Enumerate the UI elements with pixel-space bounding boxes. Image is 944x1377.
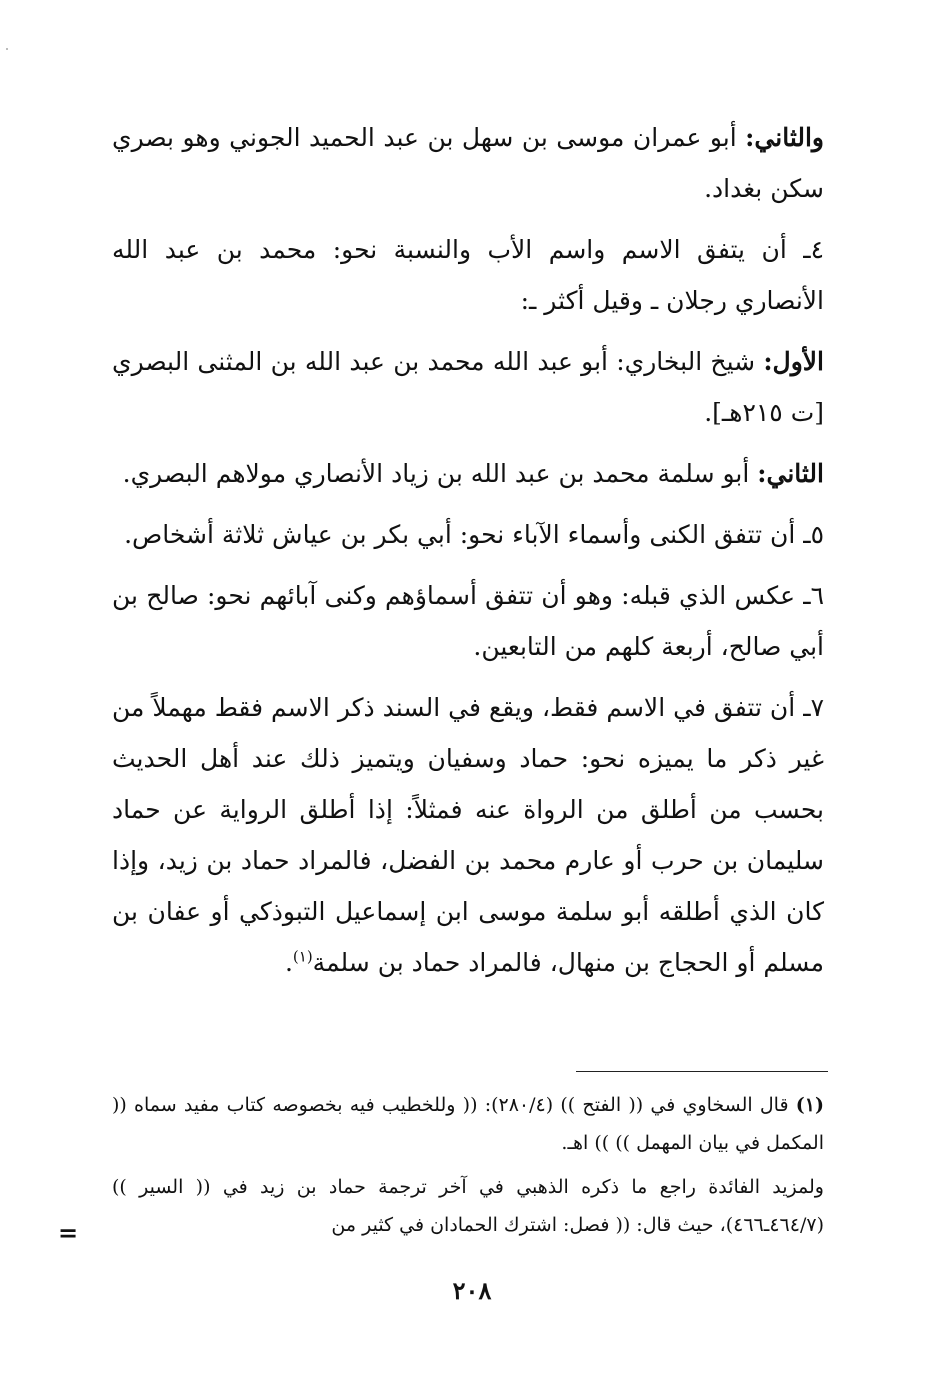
footnote-number: (١) — [795, 1094, 824, 1116]
page-number: ٢٠٨ — [452, 1276, 492, 1305]
footnote-reference[interactable]: (١) — [292, 947, 313, 966]
paragraph-text: أبو عمران موسى بن سهل بن عبد الحميد الجوني وهو بصري سكن بغداد. — [112, 123, 824, 203]
paragraph-text: شيخ البخاري: أبو عبد الله محمد بن عبد الله بن المثنى البصري [ت ٢١٥هـ]. — [112, 347, 824, 427]
paragraph-label: الثاني: — [757, 459, 824, 488]
footnote-continuation — [112, 1168, 824, 1244]
paragraph-label: الأول: — [763, 347, 824, 376]
footnote-1 — [112, 1086, 824, 1162]
main-text — [112, 112, 824, 998]
paragraph-second-narrator-2 — [112, 448, 824, 499]
paragraph-text: ٧ـ أن تتفق في الاسم فقط، ويقع في السند ذكر الاسم فقط مهملاً من غير ذكر ما يميزه نحو: حماد وسفيان ويتميز ذلك عند أهل الحديث بحسب من أطلق من الرواة عنه فمثلاً: إذا أطلق الرواية عن حماد سليمان بن حرب أو عارم محمد بن الفضل، فالمراد حماد بن زيد، وإذا كان الذي أطلقه أبو سلمة موسى ابن إسماعيل التبوذكي أو عفان بن مسلم أو الحجاج بن منهال، فالمراد حماد بن سلمة — [112, 693, 824, 977]
footnote-text: قال السخاوي في (( الفتح )) (٢٨٠/٤): (( وللخطيب فيه بخصوصه كتاب مفيد سماه (( المكمل في بيان المهمل )) )) اهـ. — [112, 1094, 824, 1154]
footnote-text: ولمزيد الفائدة راجع ما ذكره الذهبي في آخر ترجمة حماد بن زيد في (( السير )) (٤٦٤/٧ـ٤٦٦)، حيث قال: (( فصل: اشترك الحمادان في كثير من — [112, 1176, 824, 1236]
paragraph-second-narrator-1 — [112, 112, 824, 214]
paragraph-text: أبو سلمة محمد بن عبد الله بن زياد الأنصاري مولاهم البصري. — [122, 459, 758, 488]
paragraph-item-4 — [112, 224, 824, 326]
paragraph-item-6 — [112, 570, 824, 672]
footnotes-section — [112, 1086, 824, 1250]
footnote-separator — [576, 1071, 828, 1072]
paragraph-label: والثاني: — [745, 123, 824, 152]
paragraph-tail: . — [284, 948, 293, 977]
continuation-mark: = — [58, 1218, 79, 1247]
paragraph-text: ٤ـ أن يتفق الاسم واسم الأب والنسبة نحو: محمد بن عبد الله الأنصاري رجلان ـ وقيل أكثر ـ: — [112, 235, 824, 315]
paragraph-item-5 — [112, 509, 824, 560]
scan-speck — [6, 48, 8, 50]
paragraph-text: ٦ـ عكس الذي قبله: وهو أن تتفق أسماؤهم وكنى آبائهم نحو: صالح بن أبي صالح، أربعة كلهم من التابعين. — [112, 581, 824, 661]
paragraph-item-7 — [112, 682, 824, 988]
paragraph-first-narrator — [112, 336, 824, 438]
paragraph-text: ٥ـ أن تتفق الكنى وأسماء الآباء نحو: أبي بكر بن عياش ثلاثة أشخاص. — [124, 520, 824, 549]
